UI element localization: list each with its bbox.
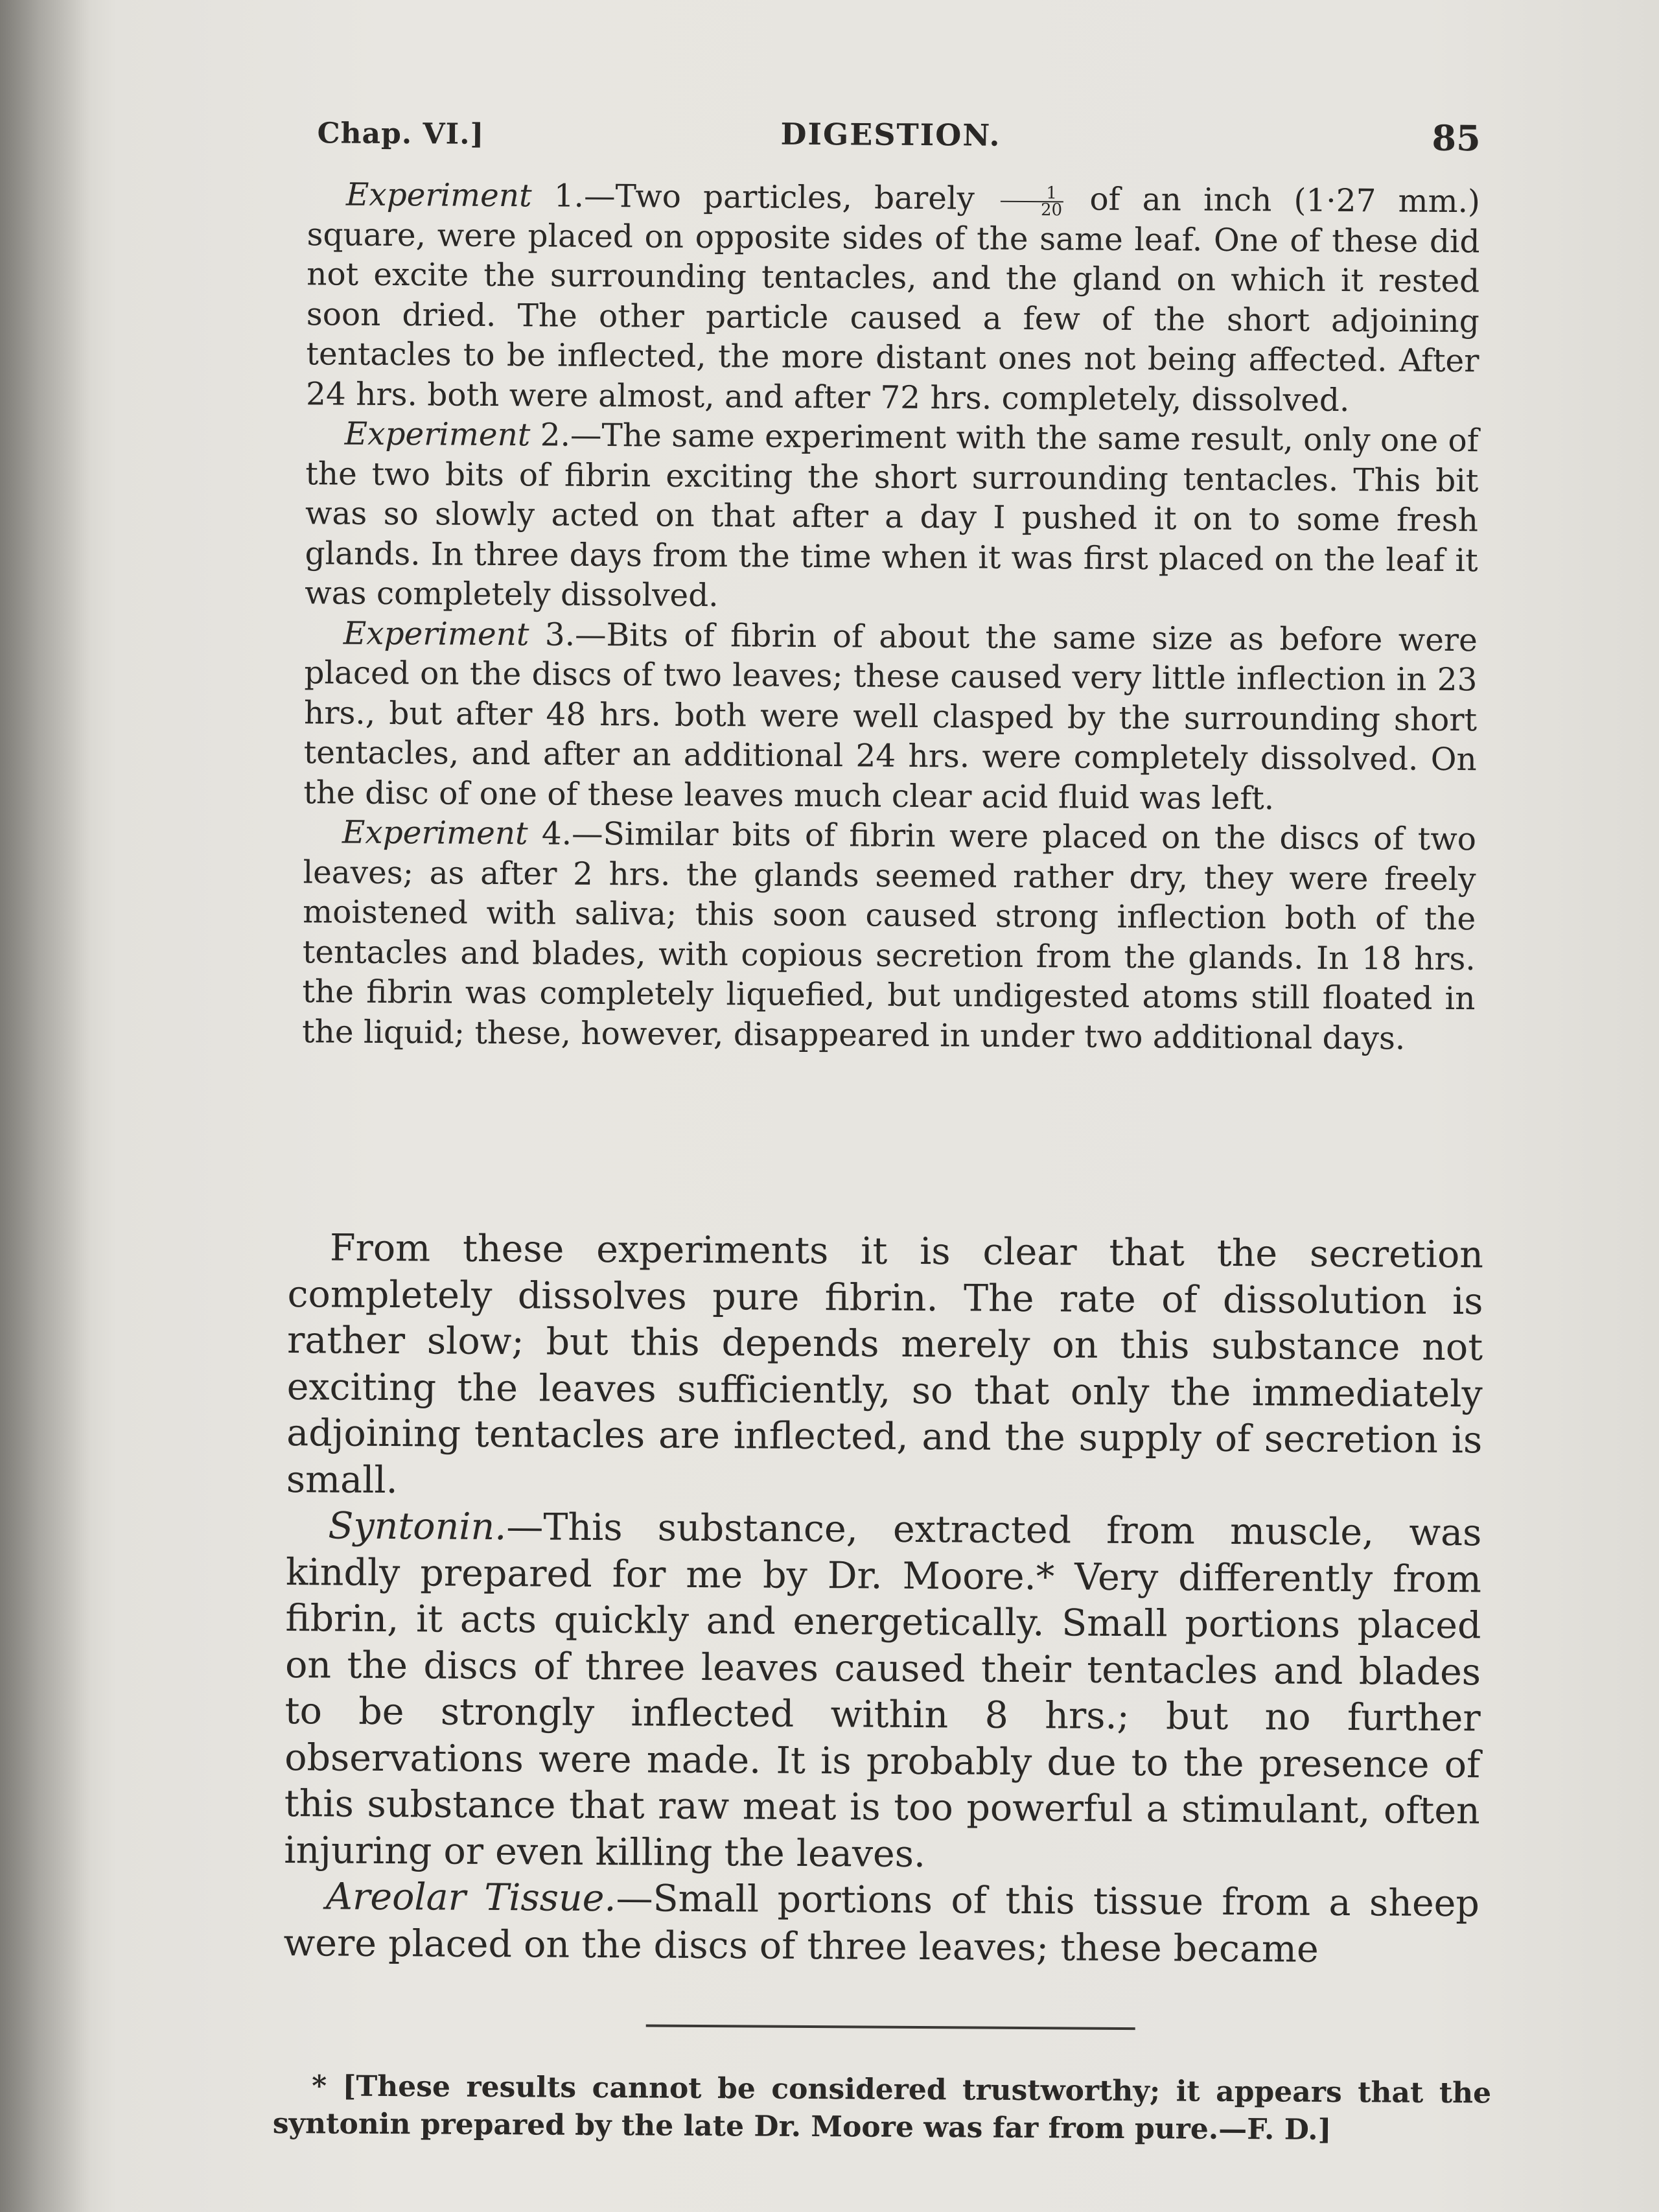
- experiment-text: 3.—Bits of fibrin of about the same size as before were placed on the discs of two leaves; these caused very little inflection in 23 hrs., but after 48 hrs. both were well clasped by the surrounding short tentacles, and after an additional 24 hrs. were completely dissolved. On the disc of one of these leaves much clear acid fluid was left.: [303, 616, 1478, 817]
- footnote-divider: [646, 2024, 1135, 2030]
- main-text: [283, 1225, 1483, 1973]
- syntonin-paragraph: [284, 1503, 1481, 1881]
- fraction-numerator: 1: [1001, 185, 1063, 202]
- page-number: 85: [1432, 117, 1481, 159]
- experiment-label: Experiment: [345, 176, 532, 215]
- experiment-2: [305, 414, 1479, 621]
- experiment-text: 2.—The same experiment with the same result, only one of the two bits of fibrin exciting the short surrounding tentacles. This bit was so slowly acted on that after a day I pushed it on to some fresh glands. In three days from the time when it was first placed on the leaf it was completely dissolved.: [305, 417, 1479, 614]
- experiment-label: Experiment: [344, 415, 531, 454]
- experiment-label: Experiment: [343, 615, 529, 653]
- page-title: DIGESTION.: [780, 116, 1001, 153]
- fraction: [1001, 185, 1063, 218]
- book-page: [272, 84, 1491, 2198]
- areolar-text: —Small portions of this tissue from a sheep were placed on the discs of three leaves; these became: [283, 1877, 1480, 1971]
- experiment-4: [302, 813, 1476, 1059]
- experiment-3: [303, 614, 1478, 821]
- footnote-text: * [These results cannot be considered trustworthy; it appears that the syntonin prepared by the late Dr. Moore was far from pure.—F. D.]: [272, 2069, 1492, 2147]
- fraction-denominator: 20: [1040, 200, 1063, 220]
- footnote: [273, 2067, 1492, 2150]
- areolar-heading: Areolar Tissue.: [325, 1875, 616, 1920]
- experiment-text: 1.—Two particles, barely: [531, 178, 997, 217]
- running-head: [284, 97, 1481, 159]
- conclusion-paragraph: From these experiments it is clear that the secretion completely dissolves pure fibrin. The rate of dissolution is rather slow; but this depends merely on this substance not exciting the leaves sufficiently, so that only the immediately adjoining tentacles are inflected, and the supply of secretion is small.: [286, 1226, 1484, 1502]
- chapter-label: Chap. VI.]: [317, 117, 485, 151]
- experiments-section: [302, 175, 1480, 1059]
- syntonin-heading: Syntonin.: [328, 1504, 507, 1549]
- syntonin-text: —This substance, extracted from muscle, was kindly prepared for me by Dr. Moore.* Very differently from fibrin, it acts quickly and energetically. Small portions placed on the discs of three leaves caused their tentacles and blades to be strongly inflected within 8 hrs.; but no further observations were made. It is probably due to the presence of this substance that raw meat is too powerful a stimulant, often injuring or even killing the leaves.: [284, 1506, 1482, 1876]
- experiment-label: Experiment: [342, 814, 528, 852]
- experiment-text: 4.—Similar bits of fibrin were placed on the discs of two leaves; as after 2 hrs. the glands seemed rather dry, they were freely moistened with saliva; this soon caused strong inflection both of the tentacles and blades, with copious secretion from the glands. In 18 hrs. the fibrin was completely liquefied, but undigested atoms still floated in the liquid; these, however, disappeared in under two additional days.: [301, 815, 1477, 1057]
- areolar-paragraph: [283, 1874, 1479, 1973]
- experiment-text: of an inch (1·27 mm.) square, were placed on opposite sides of the same leaf. One of these did not excite the surrounding tentacles, and the gland on which it rested soon dried. The other particle caused a few of the short adjoining tentacles to be inflected, the more distant ones not being affected. After 24 hrs. both were almost, and after 72 hrs. completely, dissolved.: [305, 181, 1481, 419]
- book-gutter-shadow: [0, 0, 91, 2212]
- experiment-1: [306, 175, 1480, 421]
